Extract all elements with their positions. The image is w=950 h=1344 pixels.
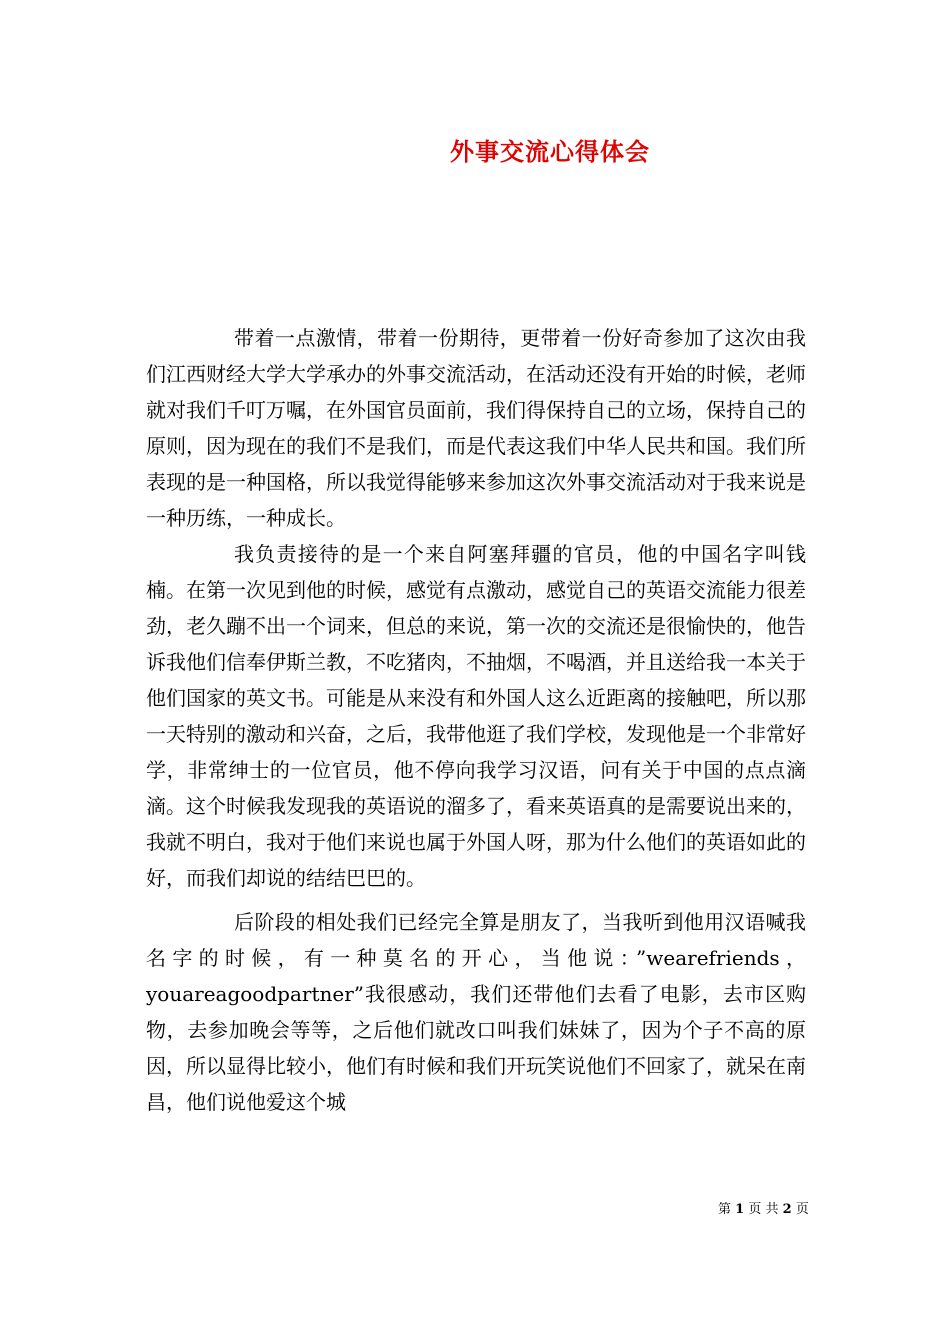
paragraph: 后阶段的相处我们已经完全算是朋友了，当我听到他用汉语喊我名字的时候，有一种莫名的开心，当他说：”wearefriends，youareagoodpartner”我很感动，我们还带他们去看了电影，去市区购物，去参加晚会等等，之后他们就改口叫我们妹妹了，因为个子不高的原因，所以显得比较小，他们有时候和我们开玩笑说他们不回家了，就呆在南昌，他们说他爱这个城 — [146, 910, 806, 1114]
current-page-number: 1 — [735, 1202, 745, 1217]
footer-prefix: 第 — [718, 1202, 732, 1217]
paragraph: 带着一点激情，带着一份期待，更带着一份好奇参加了这次由我们江西财经大学大学承办的外事交流活动，在活动还没有开始的时候，老师就对我们千叮万嘱，在外国官员面前，我们得保持自己的立场，保持自己的原则，因为现在的我们不是我们，而是代表这我们中华人民共和国。我们所表现的是一种国格，所以我觉得能够来参加这次外事交流活动对于我来说是一种历练，一种成长。 — [146, 326, 806, 530]
page-footer — [718, 1200, 809, 1220]
footer-suffix: 页 — [795, 1202, 809, 1217]
total-page-count: 2 — [782, 1202, 792, 1217]
paragraph: 我负责接待的是一个来自阿塞拜疆的官员，他的中国名字叫钱楠。在第一次见到他的时候，感觉有点激动，感觉自己的英语交流能力很差劲，老久蹦不出一个词来，但总的来说，第一次的交流还是很愉快的，他告诉我他们信奉伊斯兰教，不吃猪肉，不抽烟，不喝酒，并且送给我一本关于他们国家的英文书。可能是从来没有和外国人这么近距离的接触吧，所以那一天特别的激动和兴奋，之后，我带他逛了我们学校，发现他是一个非常好学，非常绅士的一位官员，他不停向我学习汉语，问有关于中国的点点滴滴。这个时候我发现我的英语说的溜多了，看来英语真的是需要说出来的，我就不明白，我对于他们来说也属于外国人呀，那为什么他们的英语如此的好，而我们却说的结结巴巴的。 — [146, 542, 806, 890]
footer-middle: 页 共 — [748, 1202, 779, 1217]
document-title: 外事交流心得体会 — [450, 137, 650, 166]
document-body — [146, 320, 806, 1120]
